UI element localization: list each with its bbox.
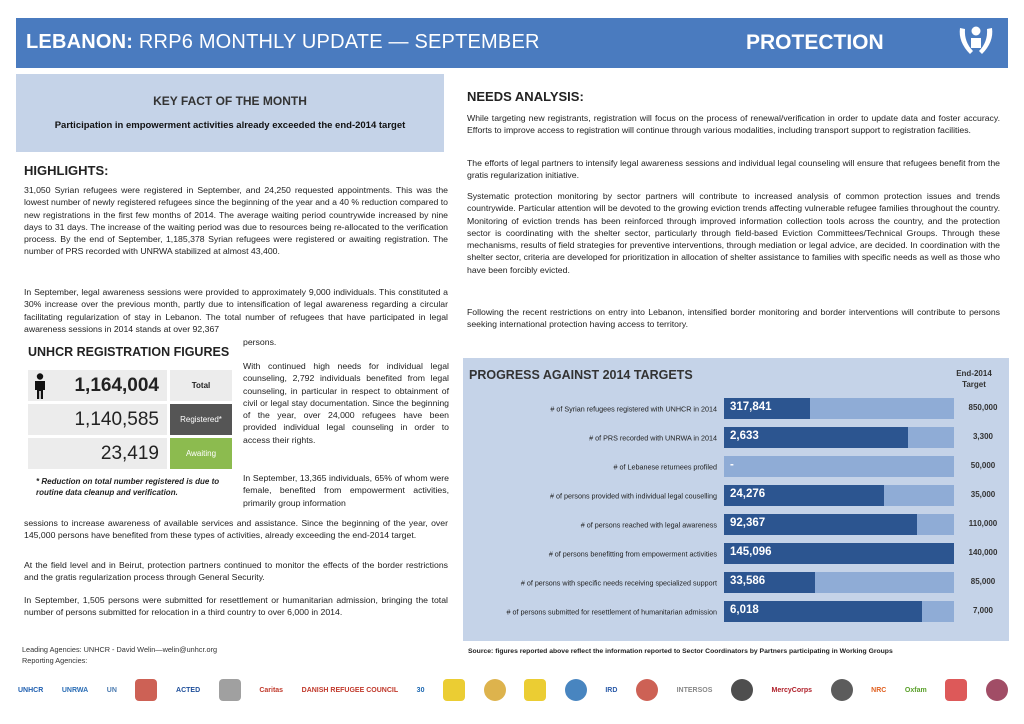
partner-logo: NRC [871, 686, 887, 694]
partner-logo: UNRWA [61, 686, 89, 694]
progress-value: 6,018 [730, 604, 759, 616]
highlights-heading: HIGHLIGHTS: [24, 163, 109, 178]
registration-row-total [28, 370, 232, 401]
highlights-paragraph-3: With continued high needs for individual legal counseling, 2,792 individuals benefited from legal counseling, in particular in respect to obtainment of civil or legal stay documentation. Since the beginning of the year, over 24,000 refugees have been provided individual legal counseling in order to access their rights. [243, 361, 449, 445]
total-label: Total [170, 370, 232, 401]
partner-logo [945, 679, 967, 701]
progress-row [463, 398, 1009, 420]
registration-row-awaiting [28, 438, 232, 469]
hands-protecting-person-icon [956, 22, 996, 62]
partner-logo [484, 679, 506, 701]
progress-row-label: # of PRS recorded with UNRWA in 2014 [589, 433, 717, 443]
progress-track [724, 456, 954, 477]
partner-logo [524, 679, 546, 701]
needs-paragraph-4: Following the recent restrictions on entry into Lebanon, intensified border monitoring and border interventions will contribute to persons seeking international protection having access to territory. [467, 307, 1000, 330]
progress-row [463, 514, 1009, 536]
partner-logo [831, 679, 853, 701]
partner-logo: Oxfam [904, 686, 927, 694]
progress-target: 85,000 [970, 577, 996, 586]
awaiting-label: Awaiting [170, 438, 232, 469]
partner-logo: UNHCR [18, 686, 44, 694]
page-header [16, 18, 1008, 68]
chart-source-note: Source: figures reported above reflect the information reported to Sector Coordinators by Partners participating in Working Groups [468, 648, 893, 655]
progress-row-label: # of persons benefitting from empowerment activities [548, 549, 717, 559]
progress-target: 7,000 [972, 606, 994, 615]
progress-row-label: # of Lebanese returnees profiled [613, 462, 717, 472]
progress-row-label: # of persons reached with legal awareness [580, 520, 717, 530]
progress-track [724, 398, 954, 419]
partner-logo [636, 679, 658, 701]
progress-target: 140,000 [968, 548, 998, 557]
chart-title: PROGRESS AGAINST 2014 TARGETS [469, 368, 693, 382]
progress-target: 35,000 [970, 490, 996, 499]
leading-agencies: Leading Agencies: UNHCR - David Welin—welin@unhcr.org [22, 645, 218, 654]
partner-logos-strip [18, 670, 1008, 710]
progress-target: 3,300 [972, 432, 994, 441]
progress-target: 50,000 [970, 461, 996, 470]
key-fact-text: Participation in empowerment activities already exceeded the end-2014 target [54, 120, 406, 131]
partner-logo: UN [106, 686, 117, 694]
progress-row-label: # of persons with specific needs receiving specialized support [520, 578, 717, 588]
key-fact-box [16, 74, 444, 152]
highlights-paragraph-2: In September, legal awareness sessions were provided to approximately 9,000 individuals. This constituted a 30% increase over the previous month, partly due to intensification of legal awareness regarding a circular facilitating regularization of stay in Lebanon. The total number of refugees that have participated in legal awareness sessions in 2014 stands at over 92,367 [24, 287, 448, 334]
progress-value: 24,276 [730, 488, 766, 500]
highlights-paragraph-2-tail: persons. [243, 337, 277, 347]
reporting-agencies-label: Reporting Agencies: [22, 656, 88, 665]
registration-note: * Reduction on total number registered is due to routine data cleanup and verification. [36, 477, 220, 497]
partner-logo [219, 679, 241, 701]
needs-paragraph-3: Systematic protection monitoring by sector partners will contribute to increased analysis of common protection issues and trends countrywide. Particular attention will be devoted to the growing eviction trends affecting vulnerable refugee families throughout the country. Monitoring of eviction trends has been reinforced through improved information collection tools across the country, and the protection sector is coordinating with the shelter sector, particularly through field-based Eviction Committees/Technical Groups. Through these mechanisms, results of field strategies for preventive interventions, through mediation or legal advice, are decided. In coordination with the shelter sector, criteria are developed for prioritization in allocation of shelter assistance to families with specific needs as well as those who have been forcibly evicted. [467, 191, 1000, 275]
progress-chart [463, 358, 1009, 641]
partner-logo: DANISH REFUGEE COUNCIL [301, 686, 399, 694]
registration-heading: UNHCR REGISTRATION FIGURES [28, 345, 230, 359]
partner-logo [731, 679, 753, 701]
needs-paragraph-2: The efforts of legal partners to intensify legal awareness sessions and individual legal counseling will ensure that refugees benefit from the gratis regularization initiative. [467, 158, 1000, 181]
progress-value: 317,841 [730, 401, 772, 413]
total-value-cell [28, 370, 167, 401]
partner-logo: IRD [605, 686, 618, 694]
highlights-paragraph-5: At the field level and in Beirut, protection partners continued to monitor the effects of the border restrictions and the gratis regularization process through General Security. [24, 560, 448, 583]
registration-figures-table [28, 370, 232, 472]
progress-value: 145,096 [730, 546, 772, 558]
registered-label: Registered* [170, 404, 232, 435]
registered-value: 1,140,585 [28, 404, 167, 435]
progress-row [463, 485, 1009, 507]
progress-row-label: # of Syrian refugees registered with UNHCR in 2014 [550, 404, 717, 414]
partner-logo: ACTED [176, 686, 201, 694]
progress-row-label: # of persons submitted for resettlement of humanitarian admission [506, 607, 717, 617]
progress-track [724, 601, 954, 622]
progress-track [724, 572, 954, 593]
progress-value: - [730, 459, 734, 471]
progress-row [463, 427, 1009, 449]
progress-track [724, 485, 954, 506]
partner-logo: INTERSOS [676, 686, 713, 694]
highlights-paragraph-4a: In September, 13,365 individuals, 65% of whom were female, benefited from empowerment activities, primarily group information [243, 473, 449, 508]
progress-track [724, 514, 954, 535]
highlights-paragraph-4b: sessions to increase awareness of available services and assistance. Since the beginning of the year, over 145,000 persons have benefited from these types of activities, already exceeding the end-2014 target. [24, 518, 448, 541]
progress-row-label: # of persons provided with individual legal couselling [549, 491, 717, 501]
progress-row [463, 572, 1009, 594]
progress-row [463, 543, 1009, 565]
partner-logo: 30 [416, 686, 425, 694]
awaiting-value: 23,419 [28, 438, 167, 469]
highlights-paragraph-1: 31,050 Syrian refugees were registered in September, and 24,250 requested appointments. This was the lowest number of newly registered refugees since the beginning of the year and a 40 % reduction compared to new registrations in the first few months of 2014. The average waiting period countrywide increased by nine days to 31 days. The increase of the waiting period was due to resources being re-allocated to the verification process. By the end of September, 1,185,378 Syrian refugees were registered or awaiting registration. The number of PRS recorded with UNRWA stabilized at almost 43,400. [24, 185, 449, 257]
person-icon [32, 373, 48, 399]
partner-logo [565, 679, 587, 701]
registration-row-registered [28, 404, 232, 435]
partner-logo [443, 679, 465, 701]
highlights-paragraph-6: In September, 1,505 persons were submitted for resettlement or humanitarian admission, bringing the total number of persons submitted for relocation in a third country to over 6,000 in 2014. [24, 595, 448, 618]
partner-logo [986, 679, 1008, 701]
needs-paragraph-1: While targeting new registrants, registration will focus on the process of renewal/verification in order to update data and foster accuracy. Efforts to improve access to registration will continue through various modalities, including transport support to registration facilities. [467, 113, 1000, 136]
progress-target: 110,000 [968, 519, 998, 528]
progress-value: 2,633 [730, 430, 759, 442]
partner-logo: Caritas [259, 686, 284, 694]
partner-logo: MercyCorps [771, 686, 812, 694]
progress-target: 850,000 [968, 403, 998, 412]
progress-row [463, 601, 1009, 623]
progress-track [724, 427, 954, 448]
progress-track [724, 543, 954, 564]
needs-heading: NEEDS ANALYSIS: [467, 89, 584, 104]
sector-title: PROTECTION [746, 31, 884, 54]
total-value: 1,164,004 [74, 374, 159, 396]
page-title: LEBANON: RRP6 MONTHLY UPDATE — SEPTEMBER [26, 31, 540, 53]
progress-value: 92,367 [730, 517, 766, 529]
progress-value: 33,586 [730, 575, 766, 587]
target-column-header: End-2014 Target [956, 369, 992, 389]
partner-logo [135, 679, 157, 701]
key-fact-heading: KEY FACT OF THE MONTH [153, 94, 307, 108]
progress-row [463, 456, 1009, 478]
